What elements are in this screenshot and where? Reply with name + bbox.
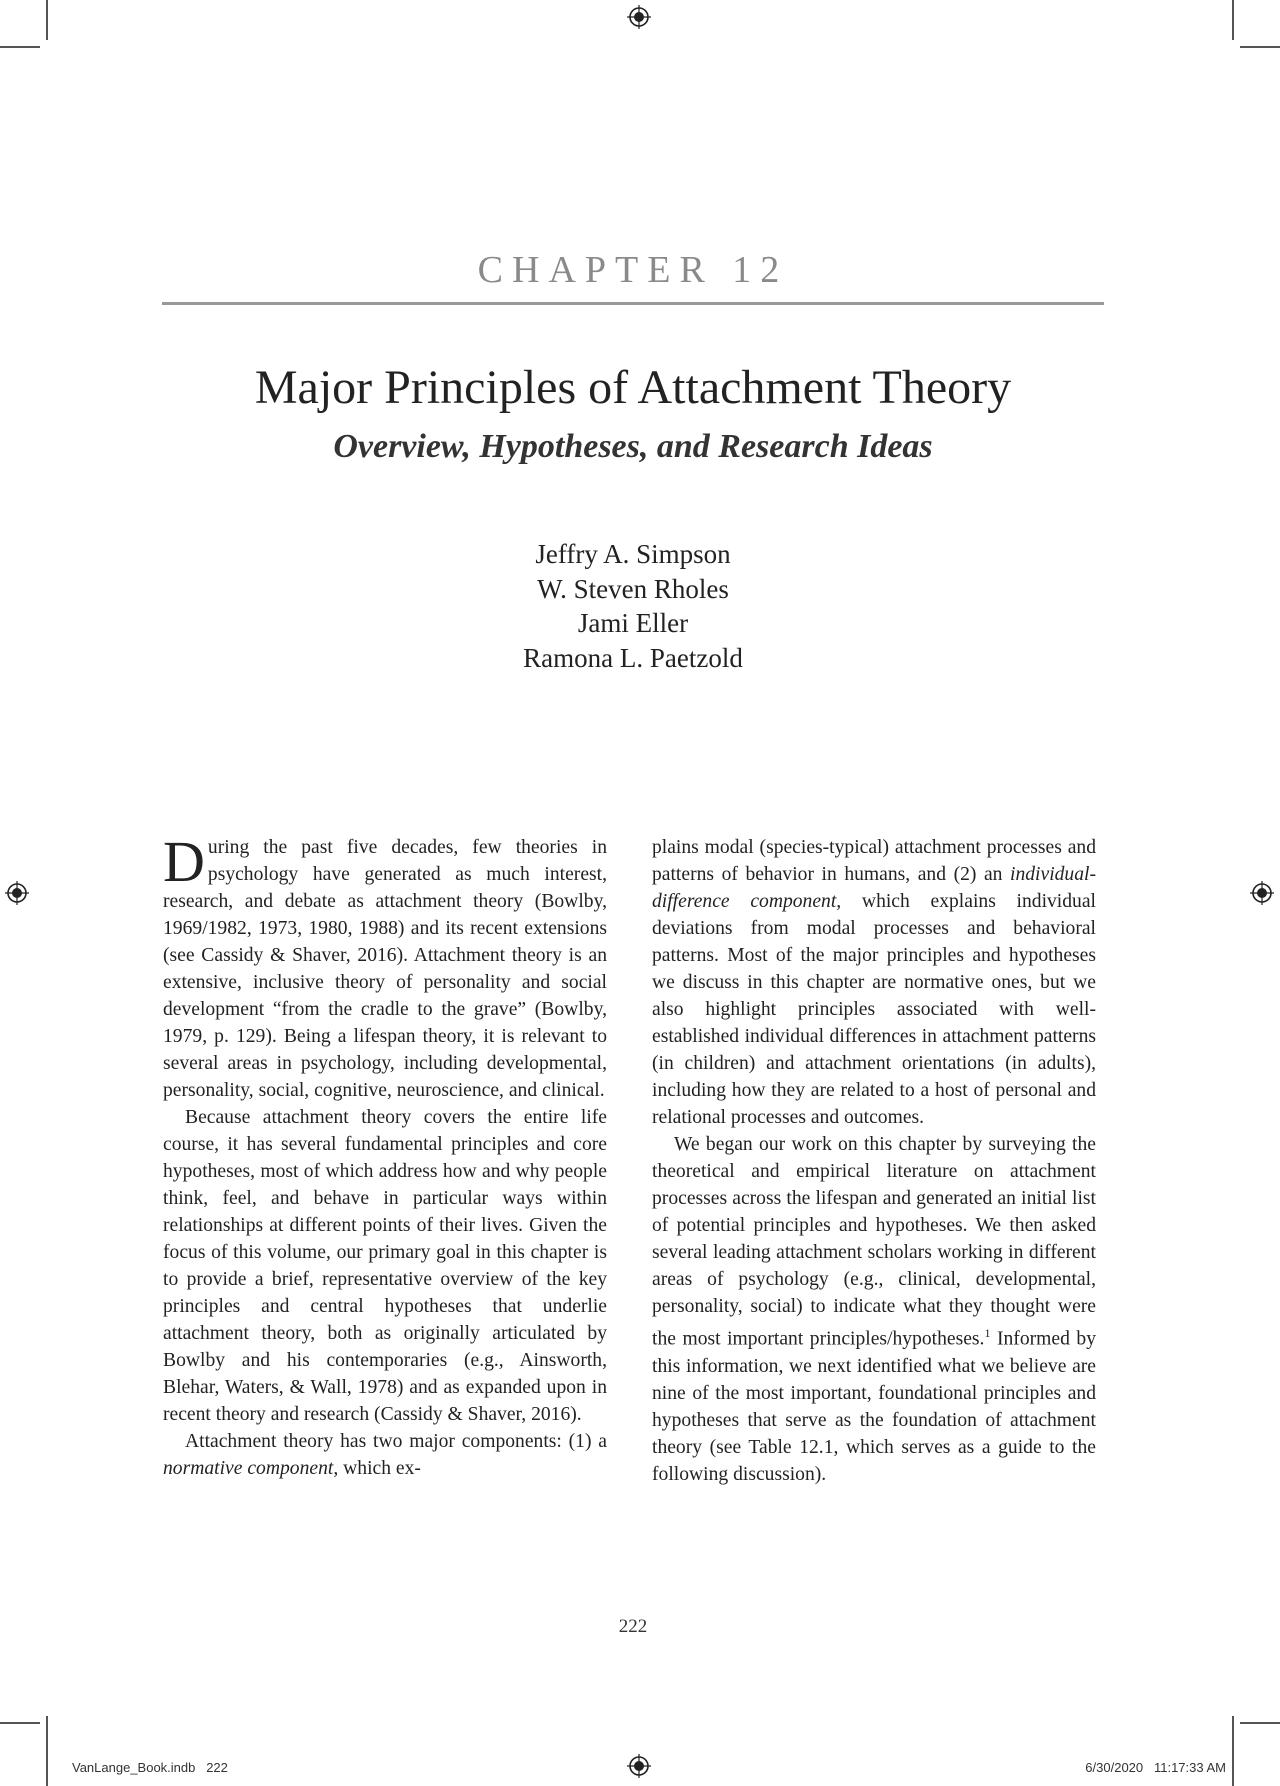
body-paragraph: [652, 834, 1096, 1131]
page-number: 222: [618, 1616, 648, 1637]
body-paragraph: [163, 1428, 607, 1482]
crop-mark-bottom-right-v: [1232, 1716, 1234, 1786]
chapter-title: Major Principles of Attachment Theory: [254, 361, 1012, 414]
paragraph-text: uring the past five decades, few theories in psychology have generated as much interest, research, and debate as attachment theory (Bowlby, 1969/1982, 1973, 1980, 1988) and its recent extensions (see Cassidy & Shaver, 2016). Attachment theory is an extensive, inclusive theory of personality and social development “from the cradle to the grave” (Bowlby, 1979, p. 129). Being a lifespan theory, it is relevant to several areas in psychology, including developmental, personality, social, cognitive, neuroscience, and clinical.: [163, 837, 607, 1101]
registration-mark-bottom-icon: [627, 1754, 651, 1778]
registration-mark-top-icon: [627, 5, 651, 29]
drop-cap: D: [163, 829, 205, 894]
crop-mark-top-right-v: [1232, 0, 1234, 40]
crop-mark-bottom-right-h: [1240, 1722, 1280, 1724]
emphasis-term: normative component,: [163, 1458, 339, 1479]
body-column-left: [163, 829, 607, 1482]
crop-mark-top-left-v: [46, 0, 48, 40]
body-paragraph: [652, 1131, 1096, 1488]
chapter-label: CHAPTER 12: [477, 249, 789, 291]
paragraph-text: Informed by this information, we next identified what we believe are nine of the most important, foundational principles and hypotheses that serve as the foundation of attachment theory (see Table 12.1, which serves as a guide to the following discussion).: [652, 1328, 1096, 1485]
author-name: Jeffry A. Simpson: [535, 539, 731, 569]
registration-mark-left-icon: [5, 881, 29, 905]
paragraph-text: We began our work on this chapter by surveying the theoretical and empirical literature on attachment processes across the lifespan and generated an initial list of potential principles and hypotheses. We then asked several leading attachment scholars working in different areas of psychology (e.g., clinical, developmental, personality, social) to indicate what they thought were the most important principles/hypotheses.: [652, 1134, 1096, 1350]
slug-timestamp: 6/30/2020 11:17:33 AM: [1085, 1760, 1226, 1775]
registration-mark-right-icon: [1250, 881, 1274, 905]
author-list: [300, 537, 966, 675]
author-name: W. Steven Rholes: [537, 573, 729, 604]
chapter-subtitle: Overview, Hypotheses, and Research Ideas: [333, 428, 933, 465]
body-column-right: [652, 834, 1096, 1488]
author-name: Jami Eller: [577, 608, 689, 638]
paragraph-text: plains modal (species-typical) attachment processes and patterns of behavior in humans, and (2) an: [652, 837, 1096, 885]
crop-mark-top-right-h: [1240, 46, 1280, 48]
author-name: Ramona L. Paetzold: [523, 642, 743, 673]
emphasis-term: individual-difference component,: [652, 864, 1096, 912]
slug-filename: VanLange_Book.indb 222: [72, 1760, 228, 1775]
paragraph-text: which explains individual deviations from modal processes and behavioral patterns. Most of the major principles and hypotheses we discuss in this chapter are normative ones, but we also highlight principles associated with well-established individual differences in attachment patterns (in children) and attachment orientations (in adults), including how they are related to a host of personal and relational processes and outcomes.: [652, 891, 1096, 1128]
body-paragraph: Because attachment theory covers the entire life course, it has several fundamental principles and core hypotheses, most of which address how and why people think, feel, and behave in particular ways within relationships at different points of their lives. Given the focus of this volume, our primary goal in this chapter is to provide a brief, representative overview of the key principles and central hypotheses that underlie attachment theory, both as originally articulated by Bowlby and his contemporaries (e.g., Ainsworth, Blehar, Waters, & Wall, 1978) and as expanded upon in recent theory and research (Cassidy & Shaver, 2016).: [163, 1107, 607, 1425]
chapter-rule: [162, 302, 1104, 305]
body-paragraph: [163, 829, 607, 1104]
crop-mark-bottom-left-h: [0, 1722, 40, 1724]
paragraph-text: which ex-: [338, 1458, 421, 1479]
crop-mark-bottom-left-v: [46, 1716, 48, 1786]
footnote-marker: 1: [984, 1326, 991, 1340]
crop-mark-top-left-h: [0, 46, 40, 48]
paragraph-text: Attachment theory has two major components: (1) a: [185, 1431, 607, 1452]
